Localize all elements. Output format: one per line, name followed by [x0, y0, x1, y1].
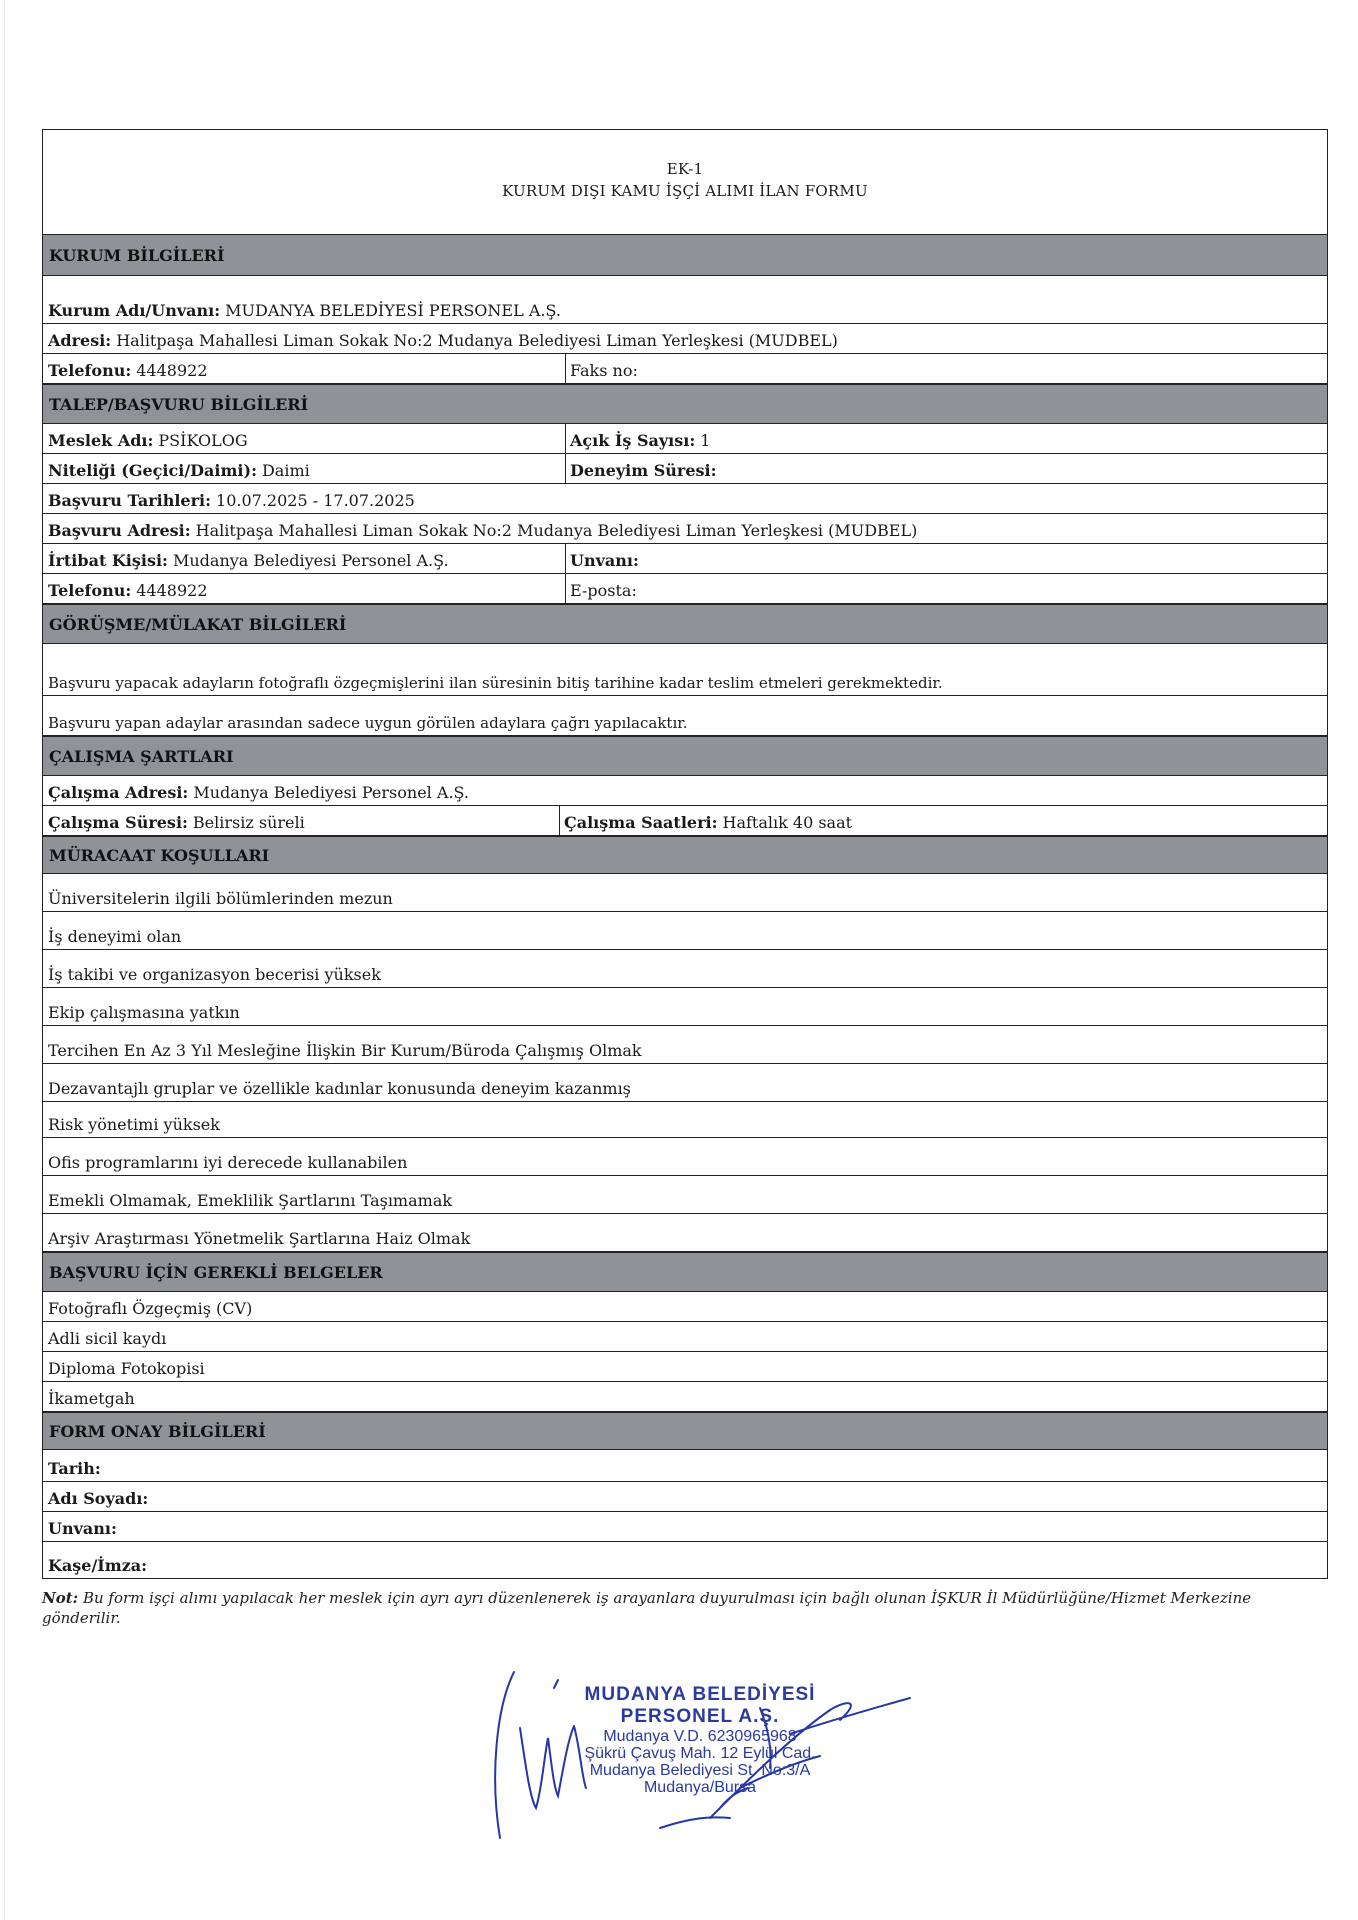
section-header-belgeler: BAŞVURU İÇİN GEREKLİ BELGELER — [43, 1252, 1327, 1292]
row-gorusme-1 — [43, 644, 1327, 696]
row-onay-adsoyad — [43, 1482, 1327, 1512]
muracaat-item: Üniversitelerin ilgili bölümlerinden mezun — [48, 889, 393, 908]
list-item — [43, 1064, 1327, 1102]
stamp-company: MUDANYA BELEDİYESİ — [584, 1684, 816, 1705]
value-kurum-adi: MUDANYA BELEDİYESİ PERSONEL A.Ş. — [225, 301, 561, 320]
row-calisma-adres — [43, 776, 1327, 806]
stamp-address-1: Şükrü Çavuş Mah. 12 Eylül Cad. — [584, 1745, 816, 1762]
muracaat-item: Ekip çalışmasına yatkın — [48, 1003, 240, 1022]
footer-note — [42, 1588, 1282, 1628]
job-posting-form — [42, 129, 1328, 1579]
label-calisma-saat: Çalışma Saatleri: — [564, 813, 718, 832]
label-calisma-sure: Çalışma Süresi: — [48, 813, 188, 832]
value-basvuru-tarih: 10.07.2025 - 17.07.2025 — [216, 491, 415, 510]
page-edge — [4, 0, 5, 1920]
label-onay-unvan: Unvanı: — [48, 1519, 117, 1538]
note-text: Bu form işçi alımı yapılacak her meslek için ayrı ayrı düzenlenerek iş arayanlara duyurulması için bağlı olunan İŞKUR İl Müdürlüğüne/Hizmet Merkezine gönderilir. — [42, 1589, 1252, 1627]
section-header-calisma: ÇALIŞMA ŞARTLARI — [43, 736, 1327, 776]
row-talep-telefon — [43, 574, 1327, 604]
value-irtibat: Mudanya Belediyesi Personel A.Ş. — [172, 551, 449, 570]
muracaat-item: Dezavantajlı gruplar ve özellikle kadınlar konusunda deneyim kazanmış — [48, 1079, 631, 1098]
row-gorusme-2 — [43, 696, 1327, 736]
row-onay-tarih — [43, 1450, 1327, 1482]
value-basvuru-adres: Halitpaşa Mahallesi Liman Sokak No:2 Mudanya Belediyesi Liman Yerleşkesi (MUDBEL) — [195, 521, 918, 540]
muracaat-item: Risk yönetimi yüksek — [48, 1115, 220, 1134]
list-item — [43, 950, 1327, 988]
value-acik-is: 1 — [700, 431, 711, 450]
list-item — [43, 1102, 1327, 1138]
list-item — [43, 1292, 1327, 1322]
row-irtibat — [43, 544, 1327, 574]
label-faks: Faks no: — [570, 361, 638, 380]
value-kurum-telefon: 4448922 — [136, 361, 208, 380]
row-basvuru-tarih — [43, 484, 1327, 514]
stamp-tax-office: Mudanya V.D. 6230965968 — [603, 1728, 797, 1745]
row-kurum-adres — [43, 324, 1327, 354]
stamp-company-type: PERSONEL A.Ş. — [620, 1706, 780, 1727]
row-onay-unvan — [43, 1512, 1327, 1542]
label-nitelik: Niteliği (Geçici/Daimi): — [48, 461, 257, 480]
muracaat-item: İş takibi ve organizasyon becerisi yüksek — [48, 965, 381, 984]
label-onay-tarih: Tarih: — [48, 1459, 101, 1478]
section-header-muracaat: MÜRACAAT KOŞULLARI — [43, 836, 1327, 874]
label-basvuru-tarih: Başvuru Tarihleri: — [48, 491, 212, 510]
row-onay-kase — [43, 1542, 1327, 1578]
value-meslek: PSİKOLOG — [158, 431, 248, 450]
label-irtibat: İrtibat Kişisi: — [48, 551, 168, 570]
row-meslek — [43, 424, 1327, 454]
label-basvuru-adres: Başvuru Adresi: — [48, 521, 191, 540]
list-item — [43, 1176, 1327, 1214]
row-kurum-telefon — [43, 354, 1327, 384]
label-eposta: E-posta: — [570, 581, 637, 600]
value-calisma-sure: Belirsiz süreli — [192, 813, 305, 832]
belge-item: İkametgah — [48, 1389, 135, 1408]
value-kurum-adres: Halitpaşa Mahallesi Liman Sokak No:2 Mudanya Belediyesi Liman Yerleşkesi (MUDBEL) — [116, 331, 838, 350]
belge-item: Fotoğraflı Özgeçmiş (CV) — [48, 1299, 253, 1318]
muracaat-item: Ofis programlarını iyi derecede kullanabilen — [48, 1153, 408, 1172]
stamp-address-2: Mudanya Belediyesi St. No:3/A — [589, 1762, 811, 1779]
row-basvuru-adres — [43, 514, 1327, 544]
row-nitelik — [43, 454, 1327, 484]
label-talep-telefon: Telefonu: — [48, 581, 132, 600]
muracaat-item: İş deneyimi olan — [48, 927, 182, 946]
label-acik-is: Açık İş Sayısı: — [570, 431, 696, 450]
label-kurum-telefon: Telefonu: — [48, 361, 132, 380]
form-title — [43, 130, 1327, 234]
gorusme-line-1: Başvuru yapacak adayların fotoğraflı özgeçmişlerini ilan süresinin bitiş tarihine kadar teslim etmeleri gerekmektedir. — [48, 674, 943, 692]
label-kurum-adres: Adresi: — [48, 331, 112, 350]
list-item — [43, 1382, 1327, 1412]
section-header-kurum: KURUM BİLGİLERİ — [43, 234, 1327, 276]
row-calisma-sure — [43, 806, 1327, 836]
label-unvan: Unvanı: — [570, 551, 639, 570]
value-nitelik: Daimi — [261, 461, 310, 480]
section-header-talep: TALEP/BAŞVURU BİLGİLERİ — [43, 384, 1327, 424]
label-onay-adsoyad: Adı Soyadı: — [48, 1489, 149, 1508]
value-calisma-adres: Mudanya Belediyesi Personel A.Ş. — [193, 783, 469, 802]
belge-item: Adli sicil kaydı — [48, 1329, 167, 1348]
list-item — [43, 988, 1327, 1026]
stamp-text — [530, 1684, 870, 1796]
muracaat-item: Tercihen En Az 3 Yıl Mesleğine İlişkin Bir Kurum/Büroda Çalışmış Olmak — [48, 1041, 642, 1060]
muracaat-item: Emekli Olmamak, Emeklilik Şartlarını Taşımamak — [48, 1191, 453, 1210]
value-talep-telefon: 4448922 — [136, 581, 208, 600]
list-item — [43, 1352, 1327, 1382]
stamp-city: Mudanya/Bursa — [643, 1779, 757, 1796]
row-kurum-adi — [43, 276, 1327, 324]
list-item — [43, 1026, 1327, 1064]
label-meslek: Meslek Adı: — [48, 431, 154, 450]
note-label: Not: — [42, 1589, 79, 1607]
list-item — [43, 912, 1327, 950]
muracaat-item: Arşiv Araştırması Yönetmelik Şartlarına Haiz Olmak — [48, 1229, 471, 1248]
label-calisma-adres: Çalışma Adresi: — [48, 783, 189, 802]
list-item — [43, 1138, 1327, 1176]
belge-item: Diploma Fotokopisi — [48, 1359, 205, 1378]
list-item — [43, 1322, 1327, 1352]
company-stamp — [490, 1668, 970, 1848]
gorusme-line-2: Başvuru yapan adaylar arasından sadece uygun görülen adaylara çağrı yapılacaktır. — [48, 714, 688, 732]
section-header-onay: FORM ONAY BİLGİLERİ — [43, 1412, 1327, 1450]
section-header-gorusme: GÖRÜŞME/MÜLAKAT BİLGİLERİ — [43, 604, 1327, 644]
label-onay-kase: Kaşe/İmza: — [48, 1556, 148, 1575]
form-name: KURUM DIŞI KAMU İŞÇİ ALIMI İLAN FORMU — [502, 182, 868, 200]
value-calisma-saat: Haftalık 40 saat — [722, 813, 853, 832]
list-item — [43, 1214, 1327, 1252]
label-deneyim: Deneyim Süresi: — [570, 461, 717, 480]
form-code: EK-1 — [666, 160, 704, 178]
list-item — [43, 874, 1327, 912]
label-kurum-adi: Kurum Adı/Unvanı: — [48, 301, 221, 320]
